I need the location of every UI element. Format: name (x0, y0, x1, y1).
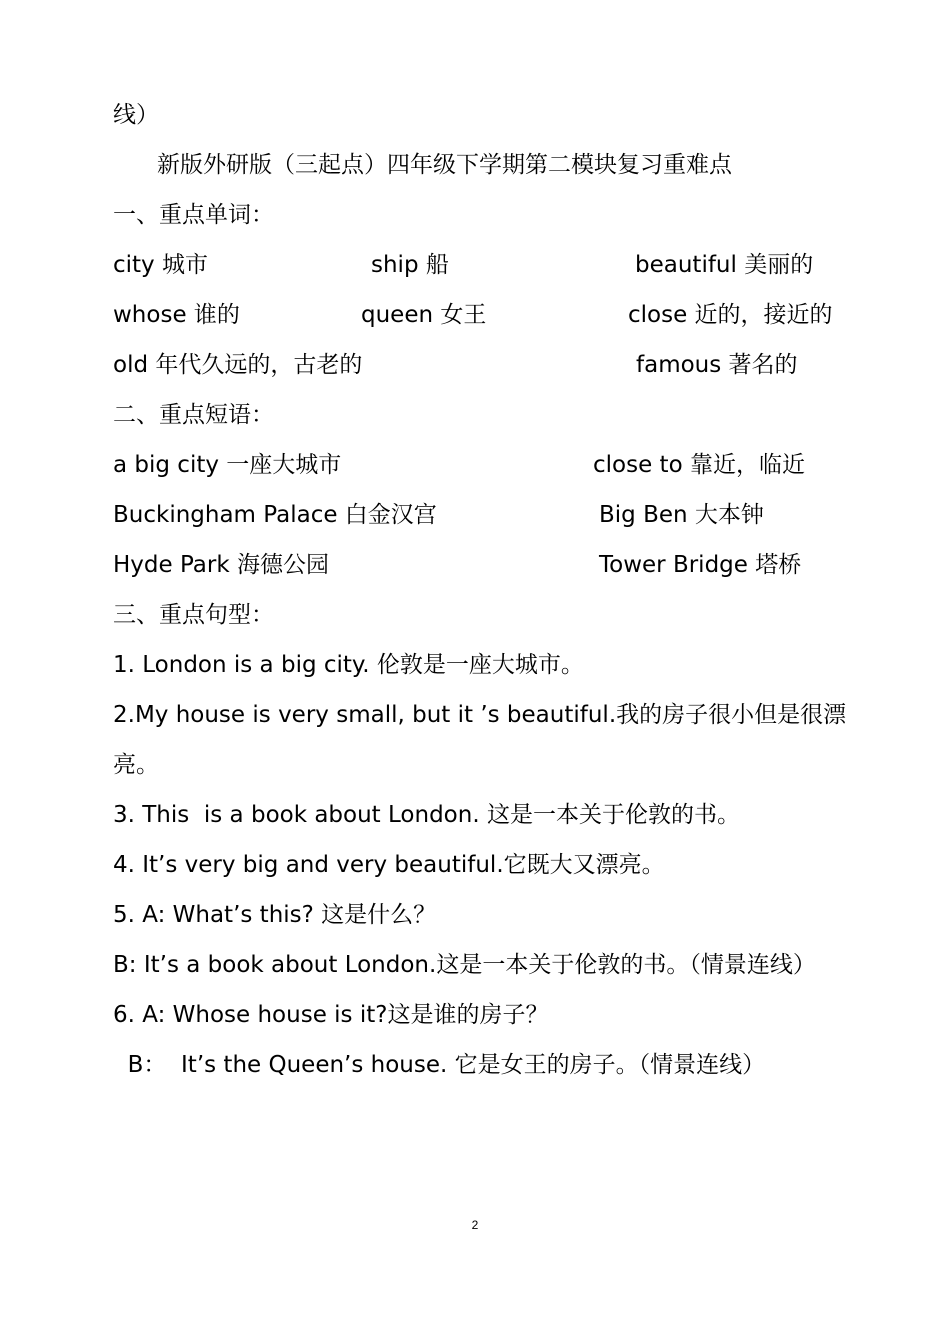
phrases-heading: 二、重点短语： (113, 402, 274, 428)
word-item: city 城市 (113, 252, 208, 278)
phrase-item: Tower Bridge 塔桥 (599, 552, 802, 578)
sentence-line: 亮。 (113, 752, 159, 778)
sentence-line: B: It’s a book about London.这是一本关于伦敦的书。（情景连线） (113, 952, 816, 978)
sentence-line: 3. This is a book about London. 这是一本关于伦敦的书。 (113, 802, 740, 828)
phrase-item: close to 靠近，临近 (593, 452, 805, 478)
page-number: 2 (471, 1218, 479, 1232)
phrase-item: Big Ben 大本钟 (599, 502, 764, 528)
word-item: famous 著名的 (636, 352, 798, 378)
phrase-item: Hyde Park 海德公园 (113, 552, 329, 578)
sentence-line: 6. A: Whose house is it?这是谁的房子？ (113, 1002, 549, 1028)
sentence-line: 1. London is a big city. 伦敦是一座大城市。 (113, 652, 584, 678)
sentence-line: B： It’s the Queen’s house. 它是女王的房子。（情景连线） (113, 1052, 766, 1078)
word-item: queen 女王 (361, 302, 487, 328)
word-item: old 年代久远的，古老的 (113, 352, 363, 378)
phrase-item: Buckingham Palace 白金汉宫 (113, 502, 437, 528)
continuation-text: 线） (113, 102, 159, 128)
sentence-line: 4. It’s very big and very beautiful.它既大又漂亮。 (113, 852, 665, 878)
sentence-line: 2.My house is very small, but it ’s beautiful.我的房子很小但是很漂 (113, 702, 847, 728)
phrase-item: a big city 一座大城市 (113, 452, 342, 478)
words-heading: 一、重点单词： (113, 202, 274, 228)
word-item: beautiful 美丽的 (635, 252, 814, 278)
sentences-heading: 三、重点句型： (113, 602, 274, 628)
page-title: 新版外研版（三起点）四年级下学期第二模块复习重难点 (157, 152, 732, 178)
word-item: ship 船 (371, 252, 449, 278)
word-item: close 近的，接近的 (628, 302, 833, 328)
sentence-line: 5. A: What’s this? 这是什么？ (113, 902, 437, 928)
word-item: whose 谁的 (113, 302, 240, 328)
